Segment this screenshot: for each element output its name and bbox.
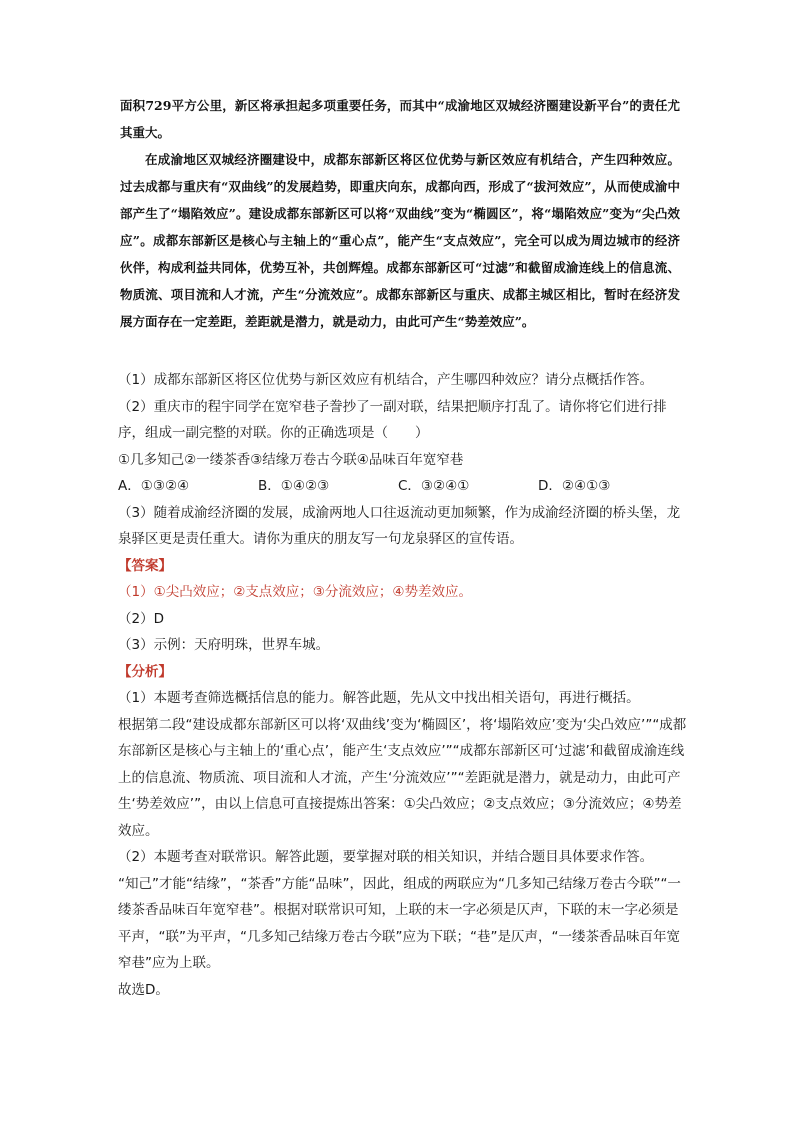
passage-paragraph-1: 面积729平方公里，新区将承担起多项重要任务，而其中“成渝地区双城经济圈建设新平台”的责任尤其重大。 [120, 98, 680, 140]
option-b: B．①④②③ [258, 478, 330, 494]
option-d: D．②④①③ [538, 478, 611, 494]
question-3: （3）随着成渝经济圈的发展，成渝两地人口往返流动更加频繁，作为成渝经济圈的桥头堡，龙泉驿区更是责任重大。请你为重庆的朋友写一句龙泉驿区的宣传语。 [118, 504, 681, 547]
analysis-paragraph-5: 故选D。 [118, 981, 169, 998]
option-c: C．③②④① [398, 478, 470, 494]
answer-label: 【答案】 [118, 557, 172, 574]
answer-1: （1）①尖凸效应；②支点效应；③分流效应；④势差效应。 [118, 584, 472, 600]
question-2-options [118, 473, 638, 500]
option-a: A．①③②④ [118, 478, 190, 494]
analysis-paragraph-3: （2）本题考查对联常识。解答此题，要掌握对联的相关知识，并结合题目具体要求作答。 [118, 849, 654, 865]
question-1: （1）成都东部新区将区位优势与新区效应有机结合，产生哪四种效应？请分点概括作答。 [118, 372, 654, 388]
analysis-paragraph-4: “知己”才能“结缘”，“茶香”方能“品味”，因此，组成的两联应为“几多知己结缘万卷古今联”“一缕茶香品味百年宽窄巷”。根据对联常识可知，上联的末一字必须是仄声，下联的末一字必须是平声，“联”为平声，“几多知己结缘万卷古今联”应为下联；“巷”是仄声，“一缕茶香品味百年宽窄巷”应为上联。 [118, 875, 681, 971]
answer-2: （2）D [118, 610, 164, 627]
analysis-body [118, 685, 688, 1003]
question-2-items: ①几多知己②一缕茶香③结缘万卷古今联④品味百年宽窄巷 [118, 451, 464, 468]
answer-3: （3）示例：天府明珠，世界车城。 [118, 637, 330, 653]
analysis-paragraph-1: （1）本题考查筛选概括信息的能力。解答此题，先从文中找出相关语句，再进行概括。 [118, 690, 640, 706]
question-2: （2）重庆市的程宇同学在宽窄巷子誊抄了一副对联，结果把顺序打乱了。请你将它们进行排序，组成一副完整的对联。你的正确选项是（ ） [118, 398, 667, 441]
passage-paragraph-2: 在成渝地区双城经济圈建设中，成都东部新区将区位优势与新区效应有机结合，产生四种效应。过去成都与重庆有“双曲线”的发展趋势，即重庆向东，成都向西，形成了“拔河效应”，从而使成渝中部产生了“塌陷效应”。建设成都东部新区可以将“双曲线”变为“椭圆区”，将“塌陷效应”变为“尖凸效应”。成都东部新区是核心与主轴上的“重心点”，能产生“支点效应”，完全可以成为周边城市的经济伙伴，构成利益共同体，优势互补，共创辉煌。成都东部新区可“过滤”和截留成渝连线上的信息流、物质流、项目流和人才流，产生“分流效应”。成都东部新区与重庆、成都主城区相比，暂时在经济发展方面存在一定差距，差距就是潜力，就是动力，由此可产生“势差效应”。 [120, 152, 680, 329]
questions-and-answers [118, 367, 688, 1003]
analysis-label: 【分析】 [118, 663, 172, 680]
analysis-paragraph-2: 根据第二段“建设成都东部新区可以将‘双曲线’变为‘椭圆区’，将‘塌陷效应’变为‘尖凸效应’”“成都东部新区是核心与主轴上的‘重心点’，能产生‘支点效应’”“成都东部新区可‘过滤’和截留成渝连线上的信息流、物质流、项目流和人才流，产生‘分流效应’”“差距就是潜力，就是动力，由此可产生‘势差效应’”，由以上信息可直接提炼出答案：①尖凸效应；②支点效应；③分流效应；④势差效应。 [118, 716, 687, 839]
reading-passage [120, 92, 680, 335]
